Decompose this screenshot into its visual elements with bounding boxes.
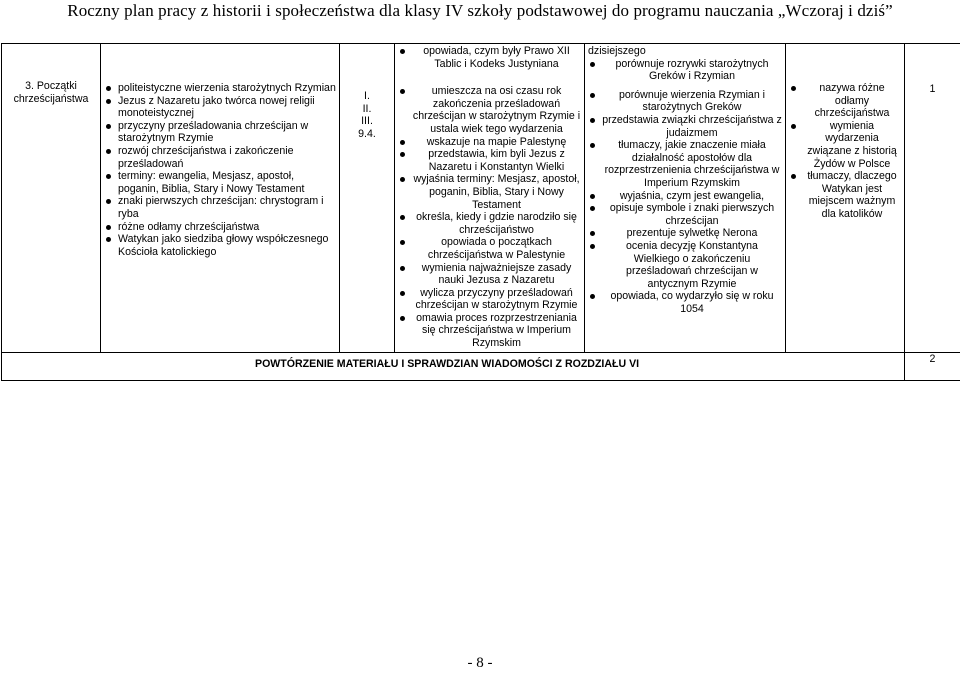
list-item: porównuje rozrywki starożytnych Greków i Rzymian: [602, 58, 782, 83]
review-cell: [2, 352, 905, 380]
list-item: opowiada, czym były Prawo XII Tablic i Kodeks Justyniana: [412, 45, 581, 70]
cell-hours-2: [905, 352, 960, 380]
list-item: opisuje symbole i znaki pierwszych chrześcijan: [602, 202, 782, 227]
gifted-requirements-list: [789, 82, 901, 221]
list-item: opowiada, co wydarzyło się w roku 1054: [602, 290, 782, 315]
cell-hours-1: [905, 83, 960, 353]
list-item: porównuje wierzenia Rzymian i starożytnych Greków: [602, 89, 782, 114]
advanced-requirements-list: [588, 89, 782, 316]
plan-table: [1, 43, 960, 381]
list-item: nazywa różne odłamy chrześcijaństwa: [803, 82, 901, 120]
table-row-continued: [2, 44, 960, 83]
advanced-top-list: [588, 58, 782, 83]
list-item: tłumaczy, dlaczego Watykan jest miejscem ważnym dla katolików: [803, 170, 901, 220]
list-item: ocenia decyzję Konstantyna Wielkiego o zakończeniu prześladowań chrześcijan w antycznym Rzymie: [602, 240, 782, 290]
basic-requirements-list: [398, 85, 581, 349]
list-item: wymienia najważniejsze zasady nauki Jezusa z Nazaretu: [412, 262, 581, 287]
list-item: Watykan jako siedziba głowy współczesnego Kościoła katolickiego: [118, 233, 336, 258]
cell-requirements: [340, 44, 395, 353]
content-list: [104, 82, 336, 258]
list-item: rozwój chrześcijaństwa i zakończenie prześladowań: [118, 145, 336, 170]
list-item: Jezus z Nazaretu jako twórca nowej religii monoteistycznej: [118, 95, 336, 120]
advanced-lead: dzisiejszego: [588, 45, 646, 57]
list-item: opowiada o początkach chrześcijaństwa w Palestynie: [412, 236, 581, 261]
list-item: przyczyny prześladowania chrześcijan w starożytnym Rzymie: [118, 120, 336, 145]
table-row-review: [2, 352, 960, 380]
list-item: terminy: ewangelia, Mesjasz, apostoł, poganin, Biblia, Stary i Nowy Testament: [118, 170, 336, 195]
list-item: 9.4.: [358, 127, 376, 140]
list-item: II.: [362, 102, 372, 115]
cell-gifted: [786, 44, 905, 353]
list-item: określa, kiedy i gdzie narodziło się chrześcijaństwo: [412, 211, 581, 236]
cell-num-blank: [905, 44, 960, 83]
cell-empty: [2, 44, 101, 353]
list-item: wymienia wydarzenia związane z historią Żydów w Polsce: [803, 120, 901, 170]
review-title: POWTÓRZENIE MATERIAŁU I SPRAWDZIAN WIADOMOŚCI Z ROZDZIAŁU VI: [255, 357, 640, 370]
hours-count-1: 1: [929, 82, 936, 95]
list-item: tłumaczy, jakie znaczenie miała działalność apostołów dla rozprzestrzenienia chrześcijaństwa w Imperium Rzymskim: [602, 139, 782, 189]
list-item: przedstawia, kim byli Jezus z Nazaretu i Konstantyn Wielki: [412, 148, 581, 173]
list-item: różne odłamy chrześcijaństwa: [118, 221, 336, 234]
list-item: umieszcza na osi czasu rok zakończenia prześladowań chrześcijan w starożytnym Rzymie i ustala wiek tego wydarzenia: [412, 85, 581, 135]
list-item: wyjaśnia, czym jest ewangelia,: [602, 190, 782, 203]
cell-basic: [395, 44, 585, 353]
cell-advanced: [585, 44, 786, 353]
list-item: III.: [361, 115, 373, 128]
list-item: wyjaśnia terminy: Mesjasz, apostoł, poganin, Biblia, Stary i Nowy Testament: [413, 173, 580, 211]
hours-count-2: 2: [929, 352, 936, 365]
page-number: - 8 -: [467, 655, 493, 671]
topic-title: 3. Początki chrześcijaństwa: [13, 80, 89, 105]
basic-top-list: [398, 45, 581, 70]
list-item: wylicza przyczyny prześladowań chrześcijan w starożytnym Rzymie: [412, 287, 581, 312]
requirements-list: [343, 90, 391, 140]
list-item: przedstawia związki chrześcijaństwa z judaizmem: [602, 113, 782, 139]
list-item: prezentuje sylwetkę Nerona: [602, 227, 782, 240]
list-item: politeistyczne wierzenia starożytnych Rzymian: [118, 82, 336, 94]
cell-content: [101, 44, 340, 353]
list-item: I.: [364, 90, 370, 102]
list-item: znaki pierwszych chrześcijan: chrystogram i ryba: [118, 195, 336, 220]
page-header: Roczny plan pracy z historii i społeczeństwa dla klasy IV szkoły podstawowej do programu nauczania „Wczoraj i dziś”: [67, 1, 893, 20]
list-item: wskazuje na mapie Palestynę: [412, 136, 581, 149]
list-item: omawia proces rozprzestrzeniania się chrześcijaństwa w Imperium Rzymskim: [412, 312, 581, 350]
